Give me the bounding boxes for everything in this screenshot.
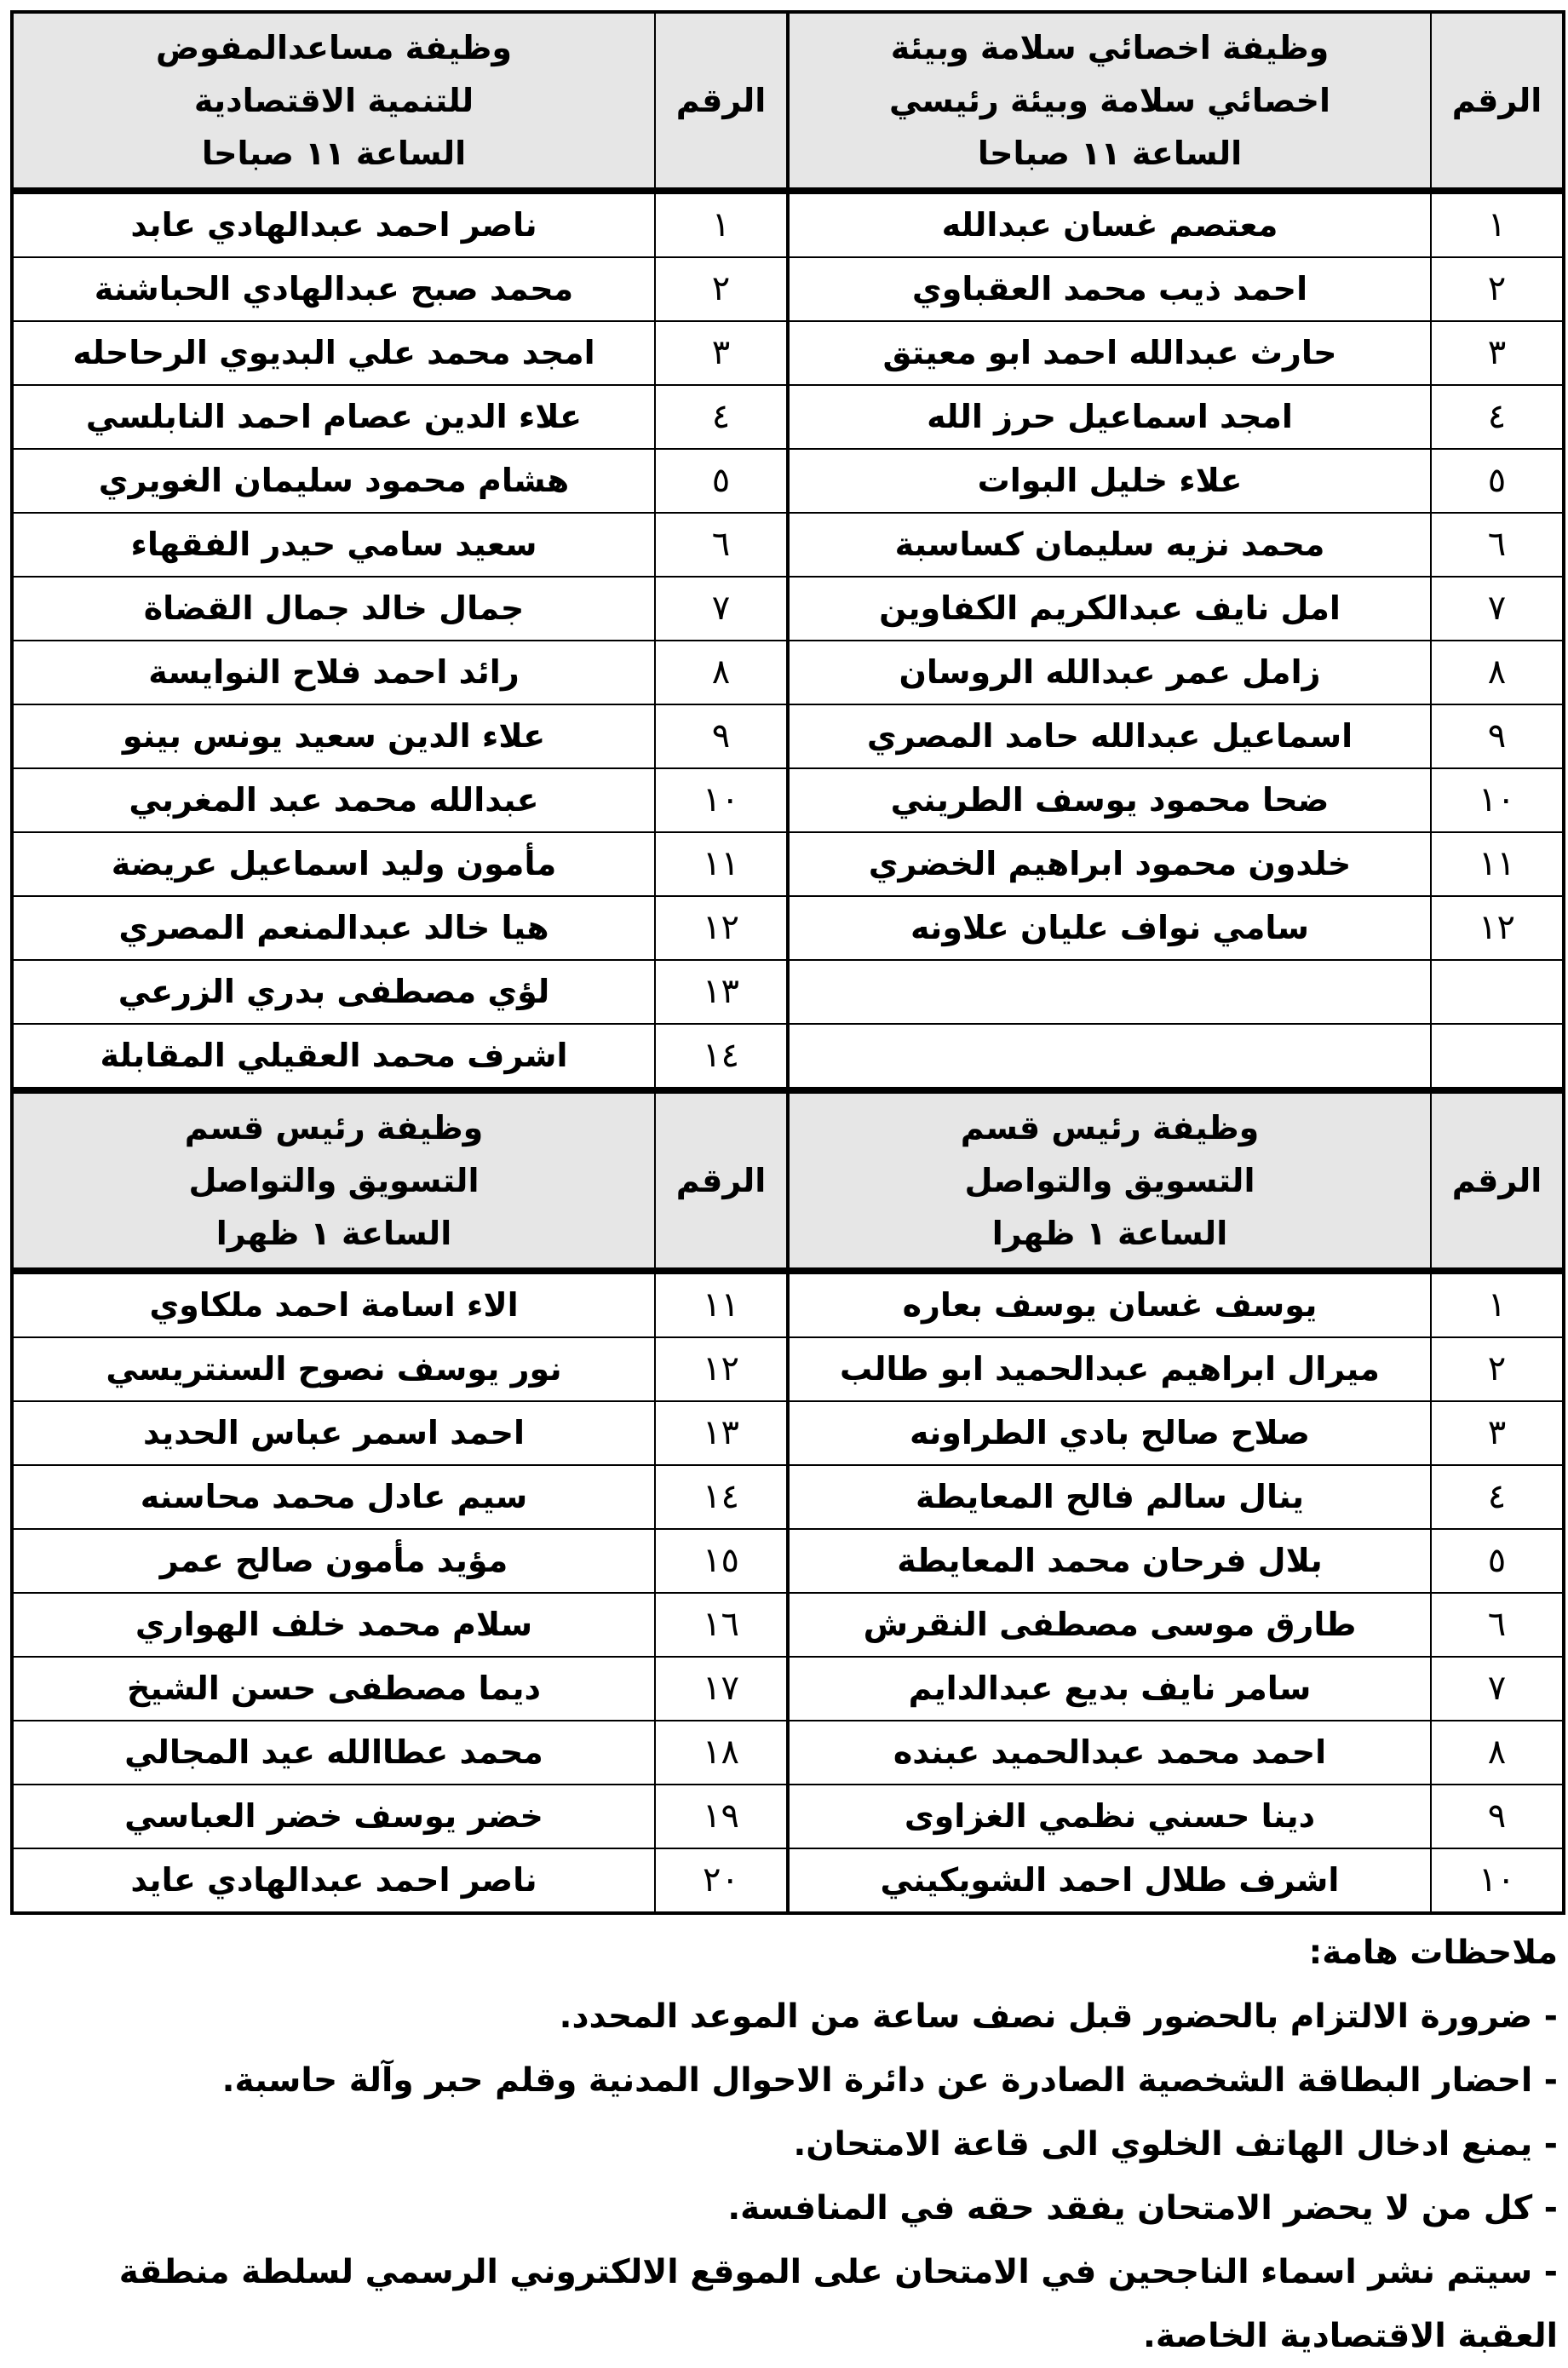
candidate-number: ٣ bbox=[1431, 1401, 1564, 1465]
candidate-name bbox=[788, 960, 1431, 1024]
table-row bbox=[12, 1401, 1564, 1465]
table-row bbox=[12, 704, 1564, 768]
table-row bbox=[12, 1785, 1564, 1848]
candidate-number: ٥ bbox=[655, 449, 788, 513]
candidate-number: ١٩ bbox=[655, 1785, 788, 1848]
candidate-name: علاء خليل البوات bbox=[788, 449, 1431, 513]
candidate-number: ٨ bbox=[655, 641, 788, 704]
table-row bbox=[12, 768, 1564, 832]
exam-time: الساعة ١١ صباحا bbox=[201, 135, 467, 172]
candidate-name: يوسف غسان يوسف بعاره bbox=[788, 1271, 1431, 1337]
exam-time: الساعة ١ ظهرا bbox=[991, 1215, 1228, 1252]
candidate-number: ٨ bbox=[1431, 1721, 1564, 1785]
table-row bbox=[12, 577, 1564, 641]
candidate-name: نور يوسف نصوح السنتريسي bbox=[12, 1337, 655, 1401]
candidate-name: عبدالله محمد عبد المغربي bbox=[12, 768, 655, 832]
job-title-line: للتنمية الاقتصادية bbox=[193, 82, 474, 119]
candidate-number: ١٣ bbox=[655, 960, 788, 1024]
table-row bbox=[12, 449, 1564, 513]
candidate-name: علاء الدين عصام احمد النابلسي bbox=[12, 385, 655, 449]
candidate-name: مؤيد مأمون صالح عمر bbox=[12, 1529, 655, 1593]
schedule-table-afternoon bbox=[10, 1090, 1565, 1915]
candidate-number: ٧ bbox=[1431, 577, 1564, 641]
candidate-number: ١١ bbox=[655, 832, 788, 896]
candidate-number: ١ bbox=[655, 191, 788, 257]
table-row bbox=[12, 1593, 1564, 1657]
job-title-line: وظيفة اخصائي سلامة وبيئة bbox=[890, 29, 1330, 66]
header-number: الرقم bbox=[1431, 12, 1564, 191]
candidate-name: احمد اسمر عباس الحديد bbox=[12, 1401, 655, 1465]
candidate-name: سامر نايف بديع عبدالدايم bbox=[788, 1657, 1431, 1721]
candidate-name: اسماعيل عبدالله حامد المصري bbox=[788, 704, 1431, 768]
candidate-number: ٩ bbox=[1431, 1785, 1564, 1848]
candidate-number: ٣ bbox=[1431, 321, 1564, 385]
header-job-title-safety bbox=[788, 12, 1431, 191]
header-row bbox=[12, 12, 1564, 191]
candidate-name: الاء اسامة احمد ملكاوي bbox=[12, 1271, 655, 1337]
candidate-number: ١٧ bbox=[655, 1657, 788, 1721]
candidate-name: اشرف محمد العقيلي المقابلة bbox=[12, 1024, 655, 1089]
candidate-number: ١ bbox=[1431, 1271, 1564, 1337]
candidate-number: ١ bbox=[1431, 191, 1564, 257]
table-row bbox=[12, 1337, 1564, 1401]
candidate-name: حارث عبدالله احمد ابو معيتق bbox=[788, 321, 1431, 385]
table-body bbox=[12, 191, 1564, 1089]
candidate-name: مأمون وليد اسماعيل عريضة bbox=[12, 832, 655, 896]
candidate-name: سيم عادل محمد محاسنه bbox=[12, 1465, 655, 1529]
table-row bbox=[12, 1657, 1564, 1721]
candidate-number: ٧ bbox=[655, 577, 788, 641]
candidate-number: ٥ bbox=[1431, 449, 1564, 513]
candidate-name: ضحا محمود يوسف الطريني bbox=[788, 768, 1431, 832]
candidate-name: احمد ذيب محمد العقباوي bbox=[788, 257, 1431, 321]
note-item: - سيتم نشر اسماء الناجحين في الامتحان على الموقع الالكتروني الرسمي لسلطة منطقة العقبة الاقتصادية الخاصة. bbox=[118, 2253, 1558, 2355]
candidate-name: خلدون محمود ابراهيم الخضري bbox=[788, 832, 1431, 896]
header-row bbox=[12, 1092, 1564, 1271]
candidate-number: ٢٠ bbox=[655, 1848, 788, 1913]
candidate-name: ديما مصطفى حسن الشيخ bbox=[12, 1657, 655, 1721]
candidate-name: رائد احمد فلاح النوايسة bbox=[12, 641, 655, 704]
candidate-number: ٤ bbox=[1431, 1465, 1564, 1529]
table-row bbox=[12, 896, 1564, 960]
candidate-name: طارق موسى مصطفى النقرش bbox=[788, 1593, 1431, 1657]
table-body bbox=[12, 1271, 1564, 1913]
table-row bbox=[12, 385, 1564, 449]
candidate-name: جمال خالد جمال القضاة bbox=[12, 577, 655, 641]
candidate-name: امل نايف عبدالكريم الكفاوين bbox=[788, 577, 1431, 641]
table-row bbox=[12, 1848, 1564, 1913]
candidate-name: امجد اسماعيل حرز الله bbox=[788, 385, 1431, 449]
table-row bbox=[12, 191, 1564, 257]
schedule-table-morning bbox=[10, 10, 1565, 1090]
candidate-number: ١٨ bbox=[655, 1721, 788, 1785]
candidate-number: ١٤ bbox=[655, 1465, 788, 1529]
candidate-number: ١٢ bbox=[1431, 896, 1564, 960]
table-row bbox=[12, 1271, 1564, 1337]
candidate-number: ١٣ bbox=[655, 1401, 788, 1465]
job-title-line: وظيفة مساعدالمفوض bbox=[156, 29, 512, 66]
candidate-number: ٦ bbox=[655, 513, 788, 577]
candidate-name: بلال فرحان محمد المعايطة bbox=[788, 1529, 1431, 1593]
candidate-number: ٩ bbox=[655, 704, 788, 768]
candidate-number: ١٠ bbox=[655, 768, 788, 832]
table-row bbox=[12, 1529, 1564, 1593]
header-number: الرقم bbox=[655, 1092, 788, 1271]
candidate-name: محمد عطاالله عيد المجالي bbox=[12, 1721, 655, 1785]
candidate-name: سعيد سامي حيدر الفقهاء bbox=[12, 513, 655, 577]
candidate-name: سلام محمد خلف الهواري bbox=[12, 1593, 655, 1657]
exam-time: الساعة ١ ظهرا bbox=[215, 1215, 452, 1252]
table-row bbox=[12, 960, 1564, 1024]
candidate-number: ١٢ bbox=[655, 896, 788, 960]
candidate-number: ٧ bbox=[1431, 1657, 1564, 1721]
candidate-number: ١٤ bbox=[655, 1024, 788, 1089]
table-row bbox=[12, 832, 1564, 896]
candidate-number: ٢ bbox=[1431, 1337, 1564, 1401]
note-item: - كل من لا يحضر الامتحان يفقد حقه في المنافسة. bbox=[727, 2189, 1558, 2227]
important-notes bbox=[9, 1921, 1558, 2368]
candidate-name: محمد صبح عبدالهادي الحباشنة bbox=[12, 257, 655, 321]
candidate-number: ١٥ bbox=[655, 1529, 788, 1593]
candidate-name: اشرف طلال احمد الشويكيني bbox=[788, 1848, 1431, 1913]
job-title-line: وظيفة رئيس قسم bbox=[960, 1109, 1260, 1147]
job-title-line: التسويق والتواصل bbox=[964, 1162, 1255, 1199]
candidate-number: ١٠ bbox=[1431, 1848, 1564, 1913]
candidate-number: ١٠ bbox=[1431, 768, 1564, 832]
candidate-number: ١١ bbox=[1431, 832, 1564, 896]
candidate-name: احمد محمد عبدالحميد عبنده bbox=[788, 1721, 1431, 1785]
candidate-name: صلاح صالح بادي الطراونه bbox=[788, 1401, 1431, 1465]
header-job-title-commissioner-assistant bbox=[12, 12, 655, 191]
candidate-name: لؤي مصطفى بدري الزرعي bbox=[12, 960, 655, 1024]
candidate-number: ٢ bbox=[1431, 257, 1564, 321]
candidate-name: هشام محمود سليمان الغويري bbox=[12, 449, 655, 513]
candidate-number: ٦ bbox=[1431, 1593, 1564, 1657]
table-row bbox=[12, 1465, 1564, 1529]
candidate-number: ٤ bbox=[1431, 385, 1564, 449]
candidate-number: ٥ bbox=[1431, 1529, 1564, 1593]
candidate-number: ١٦ bbox=[655, 1593, 788, 1657]
candidate-name: هيا خالد عبدالمنعم المصري bbox=[12, 896, 655, 960]
job-title-line: التسويق والتواصل bbox=[188, 1162, 480, 1199]
table-row bbox=[12, 321, 1564, 385]
candidate-name: خضر يوسف خضر العباسي bbox=[12, 1785, 655, 1848]
candidate-name: ناصر احمد عبدالهادي عايد bbox=[12, 1848, 655, 1913]
table-row bbox=[12, 641, 1564, 704]
candidate-number: ٣ bbox=[655, 321, 788, 385]
header-number: الرقم bbox=[1431, 1092, 1564, 1271]
candidate-number: ١٢ bbox=[655, 1337, 788, 1401]
candidate-name: محمد نزيه سليمان كساسبة bbox=[788, 513, 1431, 577]
candidate-number: ٨ bbox=[1431, 641, 1564, 704]
table-row bbox=[12, 1024, 1564, 1089]
header-number: الرقم bbox=[655, 12, 788, 191]
candidate-number: ٩ bbox=[1431, 704, 1564, 768]
notes-title: ملاحظات هامة: bbox=[1308, 1934, 1558, 1972]
note-item: - احضار البطاقة الشخصية الصادرة عن دائرة الاحوال المدنية وقلم حبر وآلة حاسبة. bbox=[221, 2061, 1558, 2100]
candidate-name: ميرال ابراهيم عبدالحميد ابو طالب bbox=[788, 1337, 1431, 1401]
note-item: - ضرورة الالتزام بالحضور قبل نصف ساعة من الموعد المحدد. bbox=[559, 1997, 1558, 2036]
candidate-name: علاء الدين سعيد يونس بينو bbox=[12, 704, 655, 768]
candidate-number bbox=[1431, 960, 1564, 1024]
candidate-number bbox=[1431, 1024, 1564, 1089]
exam-time: الساعة ١١ صباحا bbox=[977, 135, 1243, 172]
job-title-line: وظيفة رئيس قسم bbox=[184, 1109, 484, 1147]
candidate-name: ناصر احمد عبدالهادي عابد bbox=[12, 191, 655, 257]
candidate-name: دينا حسني نظمي الغزاوى bbox=[788, 1785, 1431, 1848]
candidate-number: ٦ bbox=[1431, 513, 1564, 577]
candidate-name: امجد محمد علي البديوي الرحاحله bbox=[12, 321, 655, 385]
candidate-name: زامل عمر عبدالله الروسان bbox=[788, 641, 1431, 704]
candidate-name: معتصم غسان عبدالله bbox=[788, 191, 1431, 257]
candidate-name bbox=[788, 1024, 1431, 1089]
candidate-number: ١١ bbox=[655, 1271, 788, 1337]
candidate-name: سامي نواف عليان علاونه bbox=[788, 896, 1431, 960]
candidate-number: ٢ bbox=[655, 257, 788, 321]
table-row bbox=[12, 513, 1564, 577]
header-job-title-marketing bbox=[788, 1092, 1431, 1271]
candidate-name: ينال سالم فالح المعايطة bbox=[788, 1465, 1431, 1529]
header-job-title-marketing bbox=[12, 1092, 655, 1271]
candidate-number: ٤ bbox=[655, 385, 788, 449]
note-item: - يمنع ادخال الهاتف الخلوي الى قاعة الامتحان. bbox=[793, 2125, 1558, 2164]
table-row bbox=[12, 1721, 1564, 1785]
table-row bbox=[12, 257, 1564, 321]
job-title-line: اخصائي سلامة وبيئة رئيسي bbox=[888, 82, 1331, 119]
